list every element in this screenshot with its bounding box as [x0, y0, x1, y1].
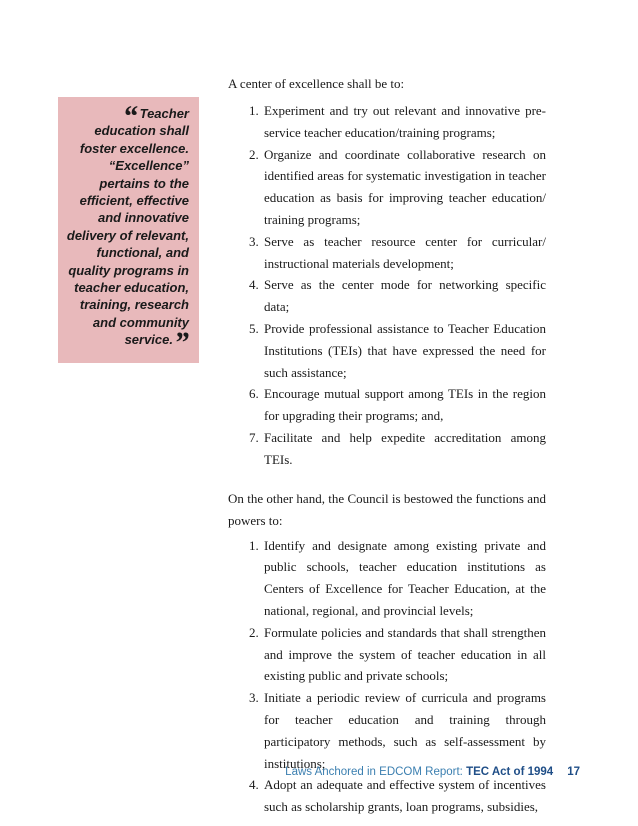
list-item: 7. Facilitate and help expedite accreditation among TEIs.	[262, 427, 546, 471]
council-intro: On the other hand, the Council is bestowed the functions and powers to:	[228, 490, 546, 528]
list-item: 1. Identify and designate among existing private and public schools, teacher education institutions as Centers of Excellence for Teacher Education, at the national, regional, and provincial levels;	[262, 535, 546, 622]
page-footer	[285, 766, 580, 778]
pull-quote	[58, 97, 199, 363]
main-content	[228, 74, 546, 818]
list-item: 4. Adopt an adequate and effective system of incentives such as scholarship grants, loan programs, subsidies,	[262, 774, 546, 818]
list-item: 2. Formulate policies and standards that shall strengthen and improve the system of teacher education in all existing public and private schools;	[262, 622, 546, 687]
footer-label: Laws Anchored in EDCOM Report:	[285, 766, 467, 778]
page-number: 17	[567, 766, 580, 778]
pull-quote-text: Teacher education shall foster excellence. “Excellence” pertains to the efficient, effective and innovative delivery of relevant, functional, and quality programs in teacher education, training, research and community service.	[66, 106, 189, 348]
open-quote-mark: “	[122, 100, 138, 133]
close-quote-mark: ”	[174, 326, 189, 360]
pull-quote-text-block	[64, 100, 189, 360]
center-of-excellence-list	[228, 100, 546, 471]
list-item: 4. Serve as the center mode for networking specific data;	[262, 274, 546, 318]
list-item: 3. Initiate a periodic review of curricula and programs for teacher education and training through participatory methods, such as self-assessment by institutions;	[262, 687, 546, 774]
list-item: 6. Encourage mutual support among TEIs in the region for upgrading their programs; and,	[262, 383, 546, 427]
list-item: 5. Provide professional assistance to Teacher Education Institutions (TEIs) that have expressed the need for such assistance;	[262, 318, 546, 383]
list-item: 2. Organize and coordinate collaborative research on identified areas for systematic investigation in teacher education as basis for improving teacher education/ training programs;	[262, 144, 546, 231]
list-item: 1. Experiment and try out relevant and innovative pre-service teacher education/training programs;	[262, 100, 546, 144]
footer-act-title: TEC Act of 1994	[466, 766, 554, 778]
list-item: 3. Serve as teacher resource center for curricular/ instructional materials development;	[262, 231, 546, 275]
center-intro: A center of excellence shall be to:	[228, 76, 405, 91]
